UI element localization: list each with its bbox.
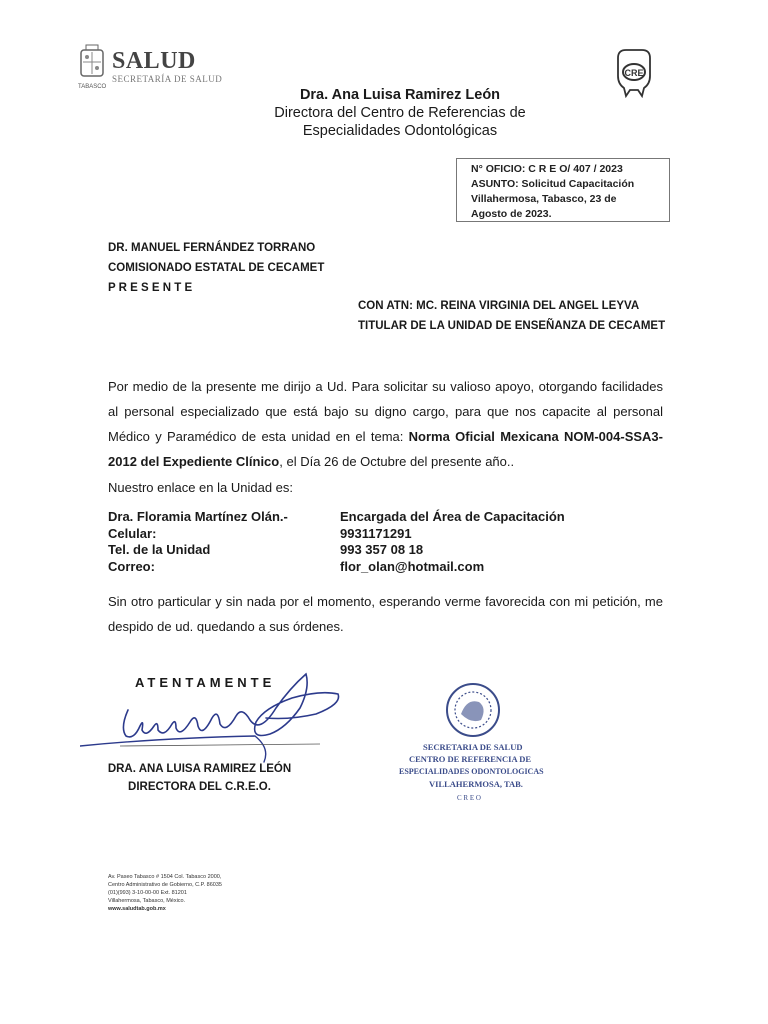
footer-line2: Centro Administrativo de Gobierno, C.P. 86035 (108, 882, 222, 888)
salutation: ATENTAMENTE (135, 675, 276, 690)
brand-name: SALUD (112, 48, 196, 74)
contact-values (340, 509, 565, 575)
sender-title-line1: Directora del Centro de Referencias de (274, 105, 526, 121)
footer-address (108, 873, 222, 913)
footer-line3: (01)(993) 3-10-00-00 Ext. 81201 (108, 890, 187, 896)
body-text-norma: Norma Oficial Mexicana NOM-004-SSA3-2012 del Expediente Clínico (108, 429, 663, 469)
sender-name: Dra. Ana Luisa Ramirez León (299, 87, 501, 103)
contact-name: Dra. Floramia Martínez Olán.- (108, 509, 288, 524)
oficio-subject: ASUNTO: Solicitud Capacitación (471, 178, 635, 190)
sender-title-line2: Especialidades Odontológicas (302, 123, 498, 139)
contact-email-value: flor_olan@hotmail.com (340, 558, 485, 574)
stamp-line3: ESPECIALIDADES ODONTOLOGICAS (399, 767, 544, 776)
contact-phone-value: 993 357 08 18 (340, 542, 424, 557)
body-paragraph (108, 374, 663, 474)
footer-line4: Villahermosa, Tabasco, México. (108, 898, 186, 904)
coat-of-arms-icon (78, 44, 106, 82)
svg-text:CRE: CRE (624, 68, 644, 78)
brand-subtitle: SECRETARÍA DE SALUD (112, 74, 223, 84)
contact-cell-value: 9931171291 (340, 525, 412, 541)
oficio-place-date-line2: Agosto de 2023. (471, 208, 552, 220)
contact-email-label: Correo: (108, 558, 155, 574)
body-text-start: Por medio de la presente me dirijo a Ud. Para solicitar su valioso apoyo, otorgando facilidades al personal especializado que está bajo su digno cargo, para que nos capacite al personal Médico y Paramédico de esta unidad en el tema: (108, 379, 663, 444)
signer-title: DIRECTORA DEL C.R.E.O. (128, 781, 271, 793)
footer-website: www.saludtab.gob.mx (108, 906, 166, 912)
addressee-block (108, 238, 324, 298)
contact-labels (108, 509, 288, 575)
contact-phone-label: Tel. de la Unidad (108, 542, 211, 557)
sender-header (230, 86, 570, 140)
attention-line1: CON ATN: MC. REINA VIRGINIA DEL ANGEL LEYVA (358, 300, 640, 312)
addressee-name: DR. MANUEL FERNÁNDEZ TORRANO (108, 242, 316, 254)
stamp-line5: C R E O (457, 794, 481, 802)
contact-role: Encargada del Área de Capacitación (340, 509, 565, 524)
body-text-end: , el Día 26 de Octubre del presente año.. (279, 454, 515, 469)
oficio-place-date-line1: Villahermosa, Tabasco, 23 de (471, 193, 617, 205)
closing-paragraph: Sin otro particular y sin nada por el momento, esperando verme favorecida con mi petición, me despido de ud. quedando a sus órdenes. (108, 594, 663, 634)
addressee-presente: P R E S E N T E (108, 282, 193, 294)
signer-name: DRA. ANA LUISA RAMIREZ LEÓN (107, 763, 292, 775)
salud-logo (78, 44, 228, 92)
attention-block (358, 296, 665, 336)
stamp-line1: SECRETARIA DE SALUD (423, 742, 523, 752)
stamp-line4: VILLAHERMOSA, TAB. (429, 779, 523, 789)
footer-line1: Av. Paseo Tabasco # 1504 Col. Tabasco 2000, (108, 874, 222, 880)
stamp-line2: CENTRO DE REFERENCIA DE (409, 754, 532, 764)
signer-block (107, 760, 292, 796)
oficio-number: N° OFICIO: C R E O/ 407 / 2023 (471, 163, 623, 175)
attention-line2: TITULAR DE LA UNIDAD DE ENSEÑANZA DE CECAMET (358, 320, 666, 332)
enlace-text: Nuestro enlace en la Unidad es: (108, 480, 294, 495)
state-name: TABASCO (78, 84, 107, 90)
oficio-box (456, 158, 670, 222)
addressee-role: COMISIONADO ESTATAL DE CECAMET (108, 262, 325, 274)
handwritten-signature-icon (80, 668, 350, 768)
official-stamp (395, 680, 565, 810)
contact-cell-label: Celular: (108, 525, 157, 541)
creo-logo-icon (612, 48, 656, 98)
